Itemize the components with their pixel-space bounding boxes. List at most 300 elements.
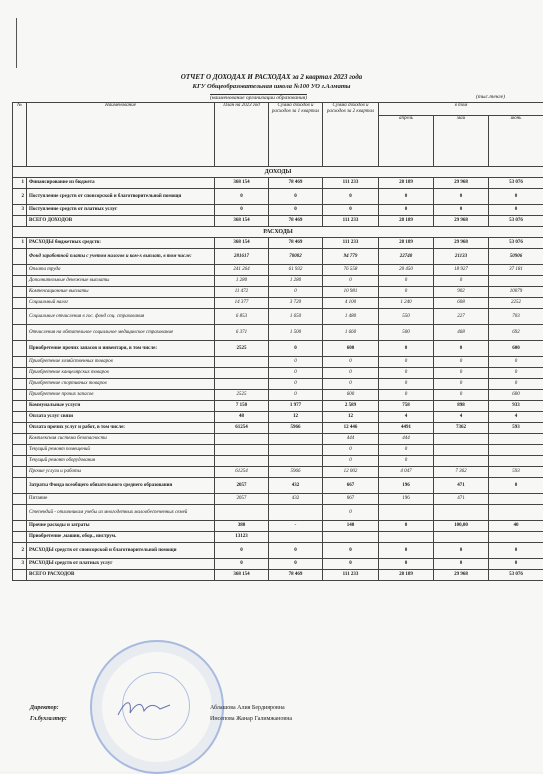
row-number [13, 532, 27, 543]
april-value: 500 [379, 325, 434, 341]
april-value: 4 047 [379, 467, 434, 478]
row-number [13, 478, 27, 494]
plan-value: 241 264 [215, 265, 269, 276]
table-row [13, 401, 543, 412]
q1-value: 78 469 [269, 570, 323, 581]
table-row [13, 521, 543, 532]
table-row [13, 445, 543, 456]
may-value: 0 [434, 357, 489, 368]
plan-value: 368 154 [215, 238, 269, 249]
row-name: Приобретение хозяйственных товаров [27, 357, 215, 368]
may-value: 0 [434, 543, 489, 559]
may-value [434, 434, 489, 445]
row-name: Прочие расходы и затраты [27, 521, 215, 532]
q2-value: 111 233 [323, 570, 379, 581]
row-number [13, 412, 27, 423]
table-row [13, 559, 543, 570]
income-expense-table [12, 102, 543, 581]
may-value: 21133 [434, 249, 489, 265]
q2-value: 2 589 [323, 401, 379, 412]
row-name: РАСХОДЫ средств от спонсорской и благотворительной помощи [27, 543, 215, 559]
june-value [489, 445, 543, 456]
row-number [13, 456, 27, 467]
table-row [13, 265, 543, 276]
row-name: Питание [27, 494, 215, 505]
q2-value: 76 558 [323, 265, 379, 276]
q1-value: 0 [269, 205, 323, 216]
row-name: Текущий ремонт оборудования [27, 456, 215, 467]
q1-value: 1 280 [269, 276, 323, 287]
col-q2-header: Сумма доходов и расходов за 2 квартал [323, 103, 379, 167]
table-row [13, 287, 543, 298]
table-row [13, 532, 543, 543]
may-value: 0 [434, 379, 489, 390]
income-section-title: ДОХОДЫ [13, 167, 543, 178]
june-value: 4 [489, 412, 543, 423]
q2-value: 111 233 [323, 216, 379, 227]
q1-value: 0 [269, 379, 323, 390]
accountant-name: Инсепова Жанар Галимжановна [210, 716, 292, 727]
april-value: 0 [379, 445, 434, 456]
june-value: 0 [489, 559, 543, 570]
q2-value: 4 100 [323, 298, 379, 309]
q1-value: 1 500 [269, 325, 323, 341]
plan-value: 61254 [215, 423, 269, 434]
april-value: 444 [379, 434, 434, 445]
row-name: Комплексная система безопасности [27, 434, 215, 445]
row-name: Отчисления на обязательное социальное медицинское страхование [27, 325, 215, 341]
may-value: 0 [434, 559, 489, 570]
june-value: 692 [489, 325, 543, 341]
table-row [13, 423, 543, 434]
q2-value: 140 [323, 521, 379, 532]
table-row [13, 368, 543, 379]
q1-value: 432 [269, 478, 323, 494]
signature-labels [30, 705, 67, 727]
q2-value: 0 [323, 379, 379, 390]
q1-value: 0 [269, 368, 323, 379]
april-value: 0 [379, 379, 434, 390]
june-value: 593 [489, 423, 543, 434]
q1-value [269, 434, 323, 445]
may-value: 18 927 [434, 265, 489, 276]
q1-value [269, 532, 323, 543]
q2-value: 0 [323, 368, 379, 379]
april-value: 0 [379, 276, 434, 287]
june-value: 2252 [489, 298, 543, 309]
q2-value: 0 [323, 559, 379, 570]
april-value: 0 [379, 521, 434, 532]
q2-value: 444 [323, 434, 379, 445]
table-row [13, 276, 543, 287]
director-label: Директор: [30, 705, 67, 716]
april-value: 0 [379, 368, 434, 379]
plan-value: 48 [215, 412, 269, 423]
plan-value: 0 [215, 189, 269, 205]
may-value [434, 532, 489, 543]
plan-value: 2057 [215, 478, 269, 494]
may-value [434, 505, 489, 521]
col-may-header: май [434, 116, 489, 167]
col-plan-header: План на 2023 год [215, 103, 269, 167]
row-number [13, 357, 27, 368]
q1-value: 0 [269, 543, 323, 559]
q1-value: 1 650 [269, 309, 323, 325]
row-name: Приобретение прочих запасов и инвентаря, в том числе: [27, 341, 215, 357]
plan-value: 281617 [215, 249, 269, 265]
plan-value: 13123 [215, 532, 269, 543]
june-value: 593 [489, 467, 543, 478]
table-row [13, 249, 543, 265]
q2-value: 667 [323, 494, 379, 505]
row-name: Приобретение ,машин, обор., инструм. [27, 532, 215, 543]
may-value [434, 456, 489, 467]
row-number [13, 467, 27, 478]
row-number [13, 265, 27, 276]
june-value: 53 076 [489, 216, 543, 227]
april-value: 22740 [379, 249, 434, 265]
table-row [13, 379, 543, 390]
row-number [13, 390, 27, 401]
col-num-header: № [13, 103, 27, 167]
col-q1-header: Сумма доходов и расходов за 1 квартал [269, 103, 323, 167]
may-value: 0 [434, 368, 489, 379]
april-value: 4491 [379, 423, 434, 434]
row-number [13, 298, 27, 309]
q2-value: 0 [323, 205, 379, 216]
row-name: Дополнительные денежные выплаты [27, 276, 215, 287]
q1-value: 70082 [269, 249, 323, 265]
plan-value [215, 456, 269, 467]
table-body [13, 167, 543, 581]
june-value: 933 [489, 401, 543, 412]
table-row [13, 467, 543, 478]
row-number [13, 216, 27, 227]
june-value: 0 [489, 205, 543, 216]
row-name: Оплата услуг связи [27, 412, 215, 423]
q2-value: 0 [323, 543, 379, 559]
q2-value: 111 233 [323, 238, 379, 249]
accountant-label: Гл.бухгалтер: [30, 716, 67, 727]
may-value [434, 445, 489, 456]
row-number [13, 445, 27, 456]
june-value: 50906 [489, 249, 543, 265]
plan-value [215, 368, 269, 379]
may-value: 7362 [434, 423, 489, 434]
table-row [13, 494, 543, 505]
row-number [13, 434, 27, 445]
margin-line [16, 18, 17, 68]
q2-value: 12 002 [323, 467, 379, 478]
table-row [13, 309, 543, 325]
row-number [13, 505, 27, 521]
may-value: 100,00 [434, 521, 489, 532]
plan-value [215, 379, 269, 390]
may-value: 898 [434, 401, 489, 412]
q2-value: 12 [323, 412, 379, 423]
table-row [13, 205, 543, 216]
april-value [379, 532, 434, 543]
q1-value [269, 456, 323, 467]
row-name: Коммунальные услуги [27, 401, 215, 412]
april-value: 0 [379, 559, 434, 570]
row-number: 1 [13, 178, 27, 189]
plan-value: 0 [215, 205, 269, 216]
q2-value [323, 532, 379, 543]
row-name: Поступление средств от спонсорской и благотворительной помощи [27, 189, 215, 205]
plan-value [215, 445, 269, 456]
row-name: Оплата труда [27, 265, 215, 276]
table-row [13, 178, 543, 189]
june-value: 53 076 [489, 178, 543, 189]
plan-value: 61254 [215, 467, 269, 478]
may-value: 471 [434, 478, 489, 494]
april-value [379, 505, 434, 521]
row-name: Приобретение прочих запасов [27, 390, 215, 401]
april-value: 0 [379, 205, 434, 216]
april-value: 0 [379, 357, 434, 368]
june-value [489, 434, 543, 445]
q1-value: 61 932 [269, 265, 323, 276]
plan-value: 0 [215, 559, 269, 570]
april-value: 28 189 [379, 570, 434, 581]
june-value [489, 276, 543, 287]
table-row [13, 216, 543, 227]
q1-value: 5966 [269, 467, 323, 478]
q1-value: 0 [269, 189, 323, 205]
june-value: 0 [489, 478, 543, 494]
q2-value: 1 660 [323, 325, 379, 341]
table-row [13, 325, 543, 341]
report-title: ОТЧЕТ О ДОХОДАХ И РАСХОДАХ за 2 квартал 2023 года [0, 73, 543, 81]
q1-value: 0 [269, 390, 323, 401]
may-value: 29 968 [434, 216, 489, 227]
row-name: Оплата прочих услуг и работ, в том числе: [27, 423, 215, 434]
row-number: 1 [13, 238, 27, 249]
june-value: 703 [489, 309, 543, 325]
row-number [13, 494, 27, 505]
plan-value: 1 280 [215, 276, 269, 287]
table-row [13, 456, 543, 467]
june-value [489, 456, 543, 467]
row-name: РАСХОДЫ бюджетных средств: [27, 238, 215, 249]
q1-value: 78 469 [269, 178, 323, 189]
plan-value: 2525 [215, 390, 269, 401]
may-value: 4 [434, 412, 489, 423]
june-value: 600 [489, 390, 543, 401]
may-value: 29 968 [434, 238, 489, 249]
organization-name: КГУ Общеобразовательная школа №100 УО г.Алматы [0, 83, 543, 90]
plan-value [215, 357, 269, 368]
row-name: РАСХОДЫ средств от платных услуг [27, 559, 215, 570]
may-value: 29 968 [434, 178, 489, 189]
may-value: 608 [434, 298, 489, 309]
april-value: 196 [379, 478, 434, 494]
row-number: 2 [13, 189, 27, 205]
row-number [13, 325, 27, 341]
row-name: Приобретение канцелярских товаров [27, 368, 215, 379]
april-value: 758 [379, 401, 434, 412]
row-number: 2 [13, 543, 27, 559]
plan-value: 368 154 [215, 216, 269, 227]
row-name: Социальные отчисления в гос. фонд соц. страхования [27, 309, 215, 325]
plan-value: 7 150 [215, 401, 269, 412]
q1-value: 0 [269, 559, 323, 570]
april-value: 0 [379, 189, 434, 205]
row-name: Степендий - отличникам учебы из многодетных малообеспеченных семей [27, 505, 215, 521]
april-value: 0 [379, 390, 434, 401]
row-number: 3 [13, 559, 27, 570]
q2-value: 0 [323, 456, 379, 467]
row-name: Текущий ремонт помещений [27, 445, 215, 456]
plan-value: 0 [215, 543, 269, 559]
row-name: Прочие услуги и работы [27, 467, 215, 478]
q2-value: 12 446 [323, 423, 379, 434]
june-value: 53 076 [489, 570, 543, 581]
table-row [13, 390, 543, 401]
april-value: 0 [379, 341, 434, 357]
april-value: 0 [379, 543, 434, 559]
plan-value: 368 154 [215, 570, 269, 581]
q1-value: 0 [269, 287, 323, 298]
april-value: 20 450 [379, 265, 434, 276]
currency-unit: (тыс.тенге) [476, 94, 505, 100]
q2-value: 0 [323, 445, 379, 456]
q1-value: 0 [269, 357, 323, 368]
table-row [13, 357, 543, 368]
table-row [13, 341, 543, 357]
june-value: 0 [489, 368, 543, 379]
june-value: 0 [489, 189, 543, 205]
plan-value [215, 505, 269, 521]
row-number [13, 570, 27, 581]
q2-value: 600 [323, 390, 379, 401]
plan-value: 11 472 [215, 287, 269, 298]
june-value [489, 532, 543, 543]
table-row [13, 238, 543, 249]
q2-value: 667 [323, 478, 379, 494]
q1-value: 0 [269, 341, 323, 357]
april-value: 28 189 [379, 238, 434, 249]
may-value: 0 [434, 205, 489, 216]
row-number [13, 309, 27, 325]
row-number [13, 379, 27, 390]
june-value: 600 [489, 341, 543, 357]
table-row [13, 189, 543, 205]
row-name: ВСЕГО ДОХОДОВ [27, 216, 215, 227]
row-number [13, 401, 27, 412]
april-value: 28 189 [379, 178, 434, 189]
may-value: 0 [434, 390, 489, 401]
organization-caption: (наименование организации образования) [210, 94, 307, 101]
table-row [13, 434, 543, 445]
april-value: 28 189 [379, 216, 434, 227]
q2-value: 94 779 [323, 249, 379, 265]
table-row [13, 412, 543, 423]
q2-value: 0 [323, 357, 379, 368]
row-name: Финансирование из бюджета [27, 178, 215, 189]
director-name: Аблашова Алия Бердияровна [210, 705, 292, 716]
table-row [13, 505, 543, 521]
signature-mark [114, 695, 174, 721]
row-number [13, 521, 27, 532]
q1-value: 1 977 [269, 401, 323, 412]
table-row [13, 543, 543, 559]
june-value [489, 505, 543, 521]
may-value: 0 [434, 189, 489, 205]
row-name: Фонд заработной платы с учетом налогов и ком-х выплат, в том числе: [27, 249, 215, 265]
plan-value: 2525 [215, 341, 269, 357]
row-number [13, 423, 27, 434]
q1-value: - [269, 521, 323, 532]
q1-value: 12 [269, 412, 323, 423]
april-value: 4 [379, 412, 434, 423]
plan-value: 380 [215, 521, 269, 532]
april-value: 1 240 [379, 298, 434, 309]
may-value: 471 [434, 494, 489, 505]
may-value: 29 968 [434, 570, 489, 581]
row-name: Социальный налог [27, 298, 215, 309]
q2-value: 111 233 [323, 178, 379, 189]
may-value: 468 [434, 325, 489, 341]
row-name: Поступление средств от платных услуг [27, 205, 215, 216]
col-april-header: апрель [379, 116, 434, 167]
q2-value: 1 480 [323, 309, 379, 325]
expenses-section-title: РАСХОДЫ [13, 227, 543, 238]
plan-value: 6 371 [215, 325, 269, 341]
june-value [489, 494, 543, 505]
q1-value: 78 469 [269, 216, 323, 227]
q2-value: 10 981 [323, 287, 379, 298]
plan-value: 2057 [215, 494, 269, 505]
plan-value [215, 434, 269, 445]
table-row [13, 478, 543, 494]
june-value: 53 076 [489, 238, 543, 249]
june-value: 0 [489, 543, 543, 559]
q1-value [269, 445, 323, 456]
june-value: 10079 [489, 287, 543, 298]
april-value: 196 [379, 494, 434, 505]
col-june-header: июнь [489, 116, 543, 167]
april-value: 0 [379, 456, 434, 467]
q1-value: 78 469 [269, 238, 323, 249]
may-value: 7 362 [434, 467, 489, 478]
q1-value: 5966 [269, 423, 323, 434]
q2-value: 0 [323, 505, 379, 521]
row-name: Компенсационные выплаты [27, 287, 215, 298]
q2-value: 600 [323, 341, 379, 357]
row-number [13, 287, 27, 298]
row-number [13, 249, 27, 265]
row-name: Приобретение спортивных товаров [27, 379, 215, 390]
row-number [13, 341, 27, 357]
signature-names [210, 705, 292, 727]
row-number [13, 276, 27, 287]
may-value: 227 [434, 309, 489, 325]
col-name-header: Наименование [27, 103, 215, 167]
q1-value: 432 [269, 494, 323, 505]
april-value: 0 [379, 287, 434, 298]
q1-value [269, 505, 323, 521]
q2-value: 0 [323, 276, 379, 287]
q2-value: 0 [323, 189, 379, 205]
table-row [13, 298, 543, 309]
plan-value: 14 377 [215, 298, 269, 309]
plan-value: 6 853 [215, 309, 269, 325]
june-value: 40 [489, 521, 543, 532]
row-name: ВСЕГО РАСХОДОВ [27, 570, 215, 581]
may-value: 902 [434, 287, 489, 298]
